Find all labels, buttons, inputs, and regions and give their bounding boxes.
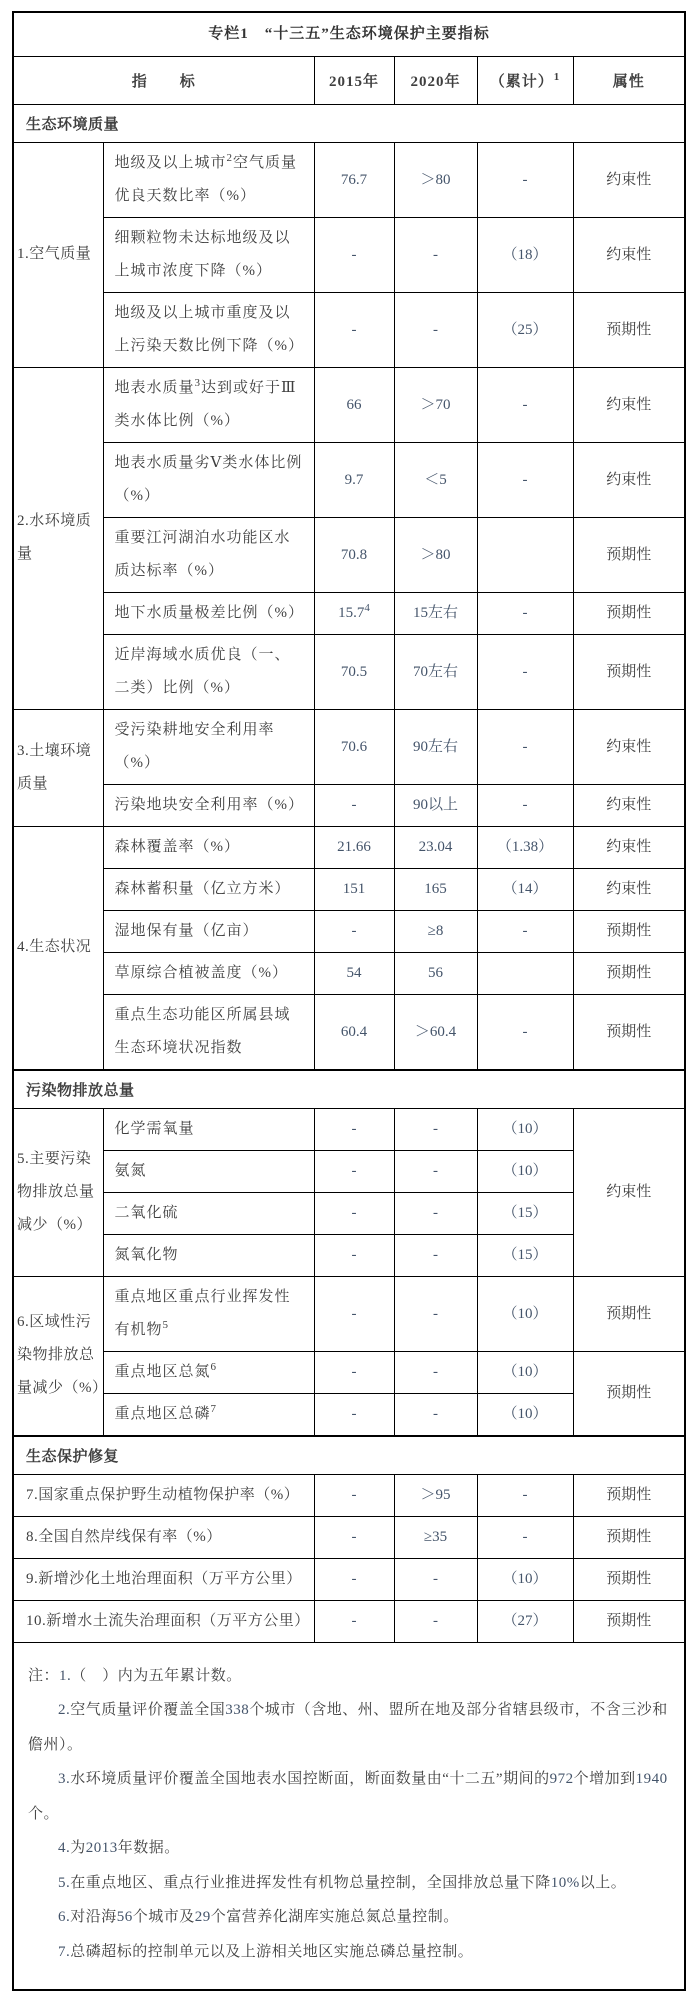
section-quality-label: 生态环境质量: [13, 104, 685, 142]
table-row: [13, 1108, 685, 1150]
value-cumulative-cell: （10）: [477, 1393, 573, 1436]
table-title: 专栏1 “十三五”生态环境保护主要指标: [13, 12, 685, 56]
indicator-cell: 8.全国自然岸线保有率（%）: [13, 1516, 314, 1558]
attribute-cell: 预期性: [573, 1276, 685, 1351]
value-2015-cell: 70.8: [314, 517, 394, 592]
table-row: [13, 592, 685, 634]
attribute-cell: 预期性: [573, 910, 685, 952]
indicator-cell: 近岸海域水质优良（一、二类）比例（%）: [103, 634, 314, 709]
note-5: 5.在重点地区、重点行业推进挥发性有机物总量控制，全国排放总量下降10%以上。: [58, 1874, 627, 1891]
indicator-cell: 地下水质量极差比例（%）: [103, 592, 314, 634]
group-soil-label: 3.土壤环境质量: [13, 709, 103, 826]
indicator-cell: 重点生态功能区所属县域生态环境状况指数: [103, 994, 314, 1070]
value-2015-cell: 151: [314, 868, 394, 910]
value-2015-cell: -: [314, 1393, 394, 1436]
footnote-sup: 6: [210, 1360, 218, 1373]
table-row: [13, 784, 685, 826]
value-2020-cell: ＞95: [394, 1474, 477, 1516]
value-2020-cell: 56: [394, 952, 477, 994]
attribute-cell: 约束性: [573, 784, 685, 826]
table-row: [13, 709, 685, 784]
attribute-cell: 约束性: [573, 868, 685, 910]
indicator-cell: 地级及以上城市重度及以上污染天数比例下降（%）: [103, 292, 314, 367]
value-cumulative-cell: （14）: [477, 868, 573, 910]
value-cumulative-cell: （15）: [477, 1192, 573, 1234]
indicator-text: 地表水质量: [114, 379, 195, 396]
attribute-cell: 预期性: [573, 292, 685, 367]
value-cumulative-cell: -: [477, 994, 573, 1070]
attribute-cell: 约束性: [573, 367, 685, 442]
indicator-cell: 森林蓄积量（亿立方米）: [103, 868, 314, 910]
value-cumulative-cell: -: [477, 1516, 573, 1558]
section-bar-emissions: [13, 1070, 685, 1109]
value-2015-cell: 76.7: [314, 142, 394, 217]
attribute-cell: 预期性: [573, 634, 685, 709]
value-cumulative-cell: -: [477, 709, 573, 784]
value-2015-cell: -: [314, 217, 394, 292]
col-header-cumulative: [477, 56, 573, 104]
indicator-cell: 化学需氧量: [103, 1108, 314, 1150]
indicator-cell: 受污染耕地安全利用率（%）: [103, 709, 314, 784]
indicator-cell: 污染地块安全利用率（%）: [103, 784, 314, 826]
indicator-cell: 草原综合植被盖度（%）: [103, 952, 314, 994]
table-row: [13, 1516, 685, 1558]
value-2015-cell: -: [314, 1474, 394, 1516]
note-1: 注：1.（ ）内为五年累计数。: [28, 1667, 242, 1684]
table-row: [13, 1351, 685, 1393]
value-2020-cell: 70左右: [394, 634, 477, 709]
attribute-cell: 预期性: [573, 592, 685, 634]
indicator-cell: 氨氮: [103, 1150, 314, 1192]
indicator-text: 重点地区重点行业挥发性有机物: [114, 1288, 291, 1338]
value-cumulative-cell: （10）: [477, 1150, 573, 1192]
value-2020-cell: -: [394, 1276, 477, 1351]
value-2015-cell: -: [314, 1276, 394, 1351]
value-2015-cell: [314, 592, 394, 634]
value-2015-cell: -: [314, 292, 394, 367]
note-4: 4.为2013年数据。: [58, 1840, 180, 1856]
indicators-table: [12, 11, 686, 1991]
value-2020-cell: -: [394, 1351, 477, 1393]
indicator-text: 达到或好于Ⅲ类水体比例（%）: [114, 379, 297, 429]
value-cumulative-cell: -: [477, 784, 573, 826]
value-2020-cell: 165: [394, 868, 477, 910]
value-2020-cell: -: [394, 1108, 477, 1150]
footnote-sup: 5: [162, 1318, 170, 1331]
table-row: [13, 367, 685, 442]
note-2: 2.空气质量评价覆盖全国338个城市（含地、州、盟所在地及部分省辖县级市，不含三沙和儋州）。: [28, 1702, 668, 1753]
col-header-attribute: 属性: [573, 56, 685, 104]
table-row: [13, 634, 685, 709]
footnote-sup: 2: [226, 151, 234, 164]
indicator-text: 地级及以上城市: [114, 154, 227, 171]
value-2020-cell: ≥8: [394, 910, 477, 952]
indicator-cell: [103, 1393, 314, 1436]
attribute-cell-merged: 预期性: [573, 1351, 685, 1436]
value-2015-cell: -: [314, 1516, 394, 1558]
value-cumulative-cell: （10）: [477, 1558, 573, 1600]
table-row: [13, 217, 685, 292]
indicator-cell: 二氧化硫: [103, 1192, 314, 1234]
footnote-sup: 7: [210, 1402, 218, 1415]
group-water-label: 2.水环境质量: [13, 367, 103, 709]
table-row: [13, 517, 685, 592]
attribute-cell: 预期性: [573, 1600, 685, 1642]
value-2015-cell: 70.5: [314, 634, 394, 709]
indicator-cell: [103, 1276, 314, 1351]
value-cumulative-cell: （18）: [477, 217, 573, 292]
title-row: [13, 12, 685, 56]
value-2015-cell: 9.7: [314, 442, 394, 517]
value-2015-cell: -: [314, 1108, 394, 1150]
value-cumulative-cell: （25）: [477, 292, 573, 367]
attribute-cell: 预期性: [573, 952, 685, 994]
section-bar-restoration: [13, 1436, 685, 1475]
value-cumulative-cell: -: [477, 910, 573, 952]
attribute-cell: 约束性: [573, 709, 685, 784]
cumulative-label: （累计）: [489, 73, 554, 90]
table-row: [13, 826, 685, 868]
col-header-indicator: 指 标: [13, 56, 314, 104]
value-2020-cell: ≥35: [394, 1516, 477, 1558]
value-cumulative-cell: -: [477, 592, 573, 634]
value-2015-cell: 21.66: [314, 826, 394, 868]
value-2020-cell: -: [394, 217, 477, 292]
indicator-cell: [103, 1351, 314, 1393]
table-row: [13, 1558, 685, 1600]
value-2015-cell: 70.6: [314, 709, 394, 784]
note-3: 3.水环境质量评价覆盖全国地表水国控断面，断面数量由“十二五”期间的972个增加到1940个。: [28, 1771, 668, 1822]
value-2015-cell: -: [314, 784, 394, 826]
indicator-cell: 10.新增水土流失治理面积（万平方公里）: [13, 1600, 314, 1642]
value-2020-cell: -: [394, 292, 477, 367]
section-restoration-label: 生态保护修复: [13, 1436, 685, 1475]
indicator-cell: 细颗粒物未达标地级及以上城市浓度下降（%）: [103, 217, 314, 292]
table-row: [13, 142, 685, 217]
indicator-cell: 地表水质量劣Ⅴ类水体比例（%）: [103, 442, 314, 517]
attribute-cell: 约束性: [573, 142, 685, 217]
value-2020-cell: ＞60.4: [394, 994, 477, 1070]
value-2020-cell: ＞70: [394, 367, 477, 442]
table-row: [13, 910, 685, 952]
col-header-2015: 2015年: [314, 56, 394, 104]
value-2015-cell: -: [314, 1351, 394, 1393]
attribute-cell: 预期性: [573, 1516, 685, 1558]
notes-row: [13, 1642, 685, 1990]
footnote-sup: 4: [364, 602, 370, 614]
indicator-cell: 湿地保有量（亿亩）: [103, 910, 314, 952]
value-cumulative-cell: （1.38）: [477, 826, 573, 868]
table-row: [13, 292, 685, 367]
section-emissions-label: 污染物排放总量: [13, 1070, 685, 1109]
indicator-cell: 森林覆盖率（%）: [103, 826, 314, 868]
attribute-cell-merged: 约束性: [573, 1108, 685, 1276]
value-2020-cell: ＜5: [394, 442, 477, 517]
value-cumulative-cell: （10）: [477, 1351, 573, 1393]
note-6: 6.对沿海56个城市及29个富营养化湖库实施总氮总量控制。: [58, 1909, 459, 1925]
value-cumulative-cell: [477, 952, 573, 994]
indicator-text: 重点地区总磷: [114, 1405, 211, 1422]
value-2015-cell: -: [314, 1192, 394, 1234]
indicator-cell: 重要江河湖泊水功能区水质达标率（%）: [103, 517, 314, 592]
attribute-cell: 预期性: [573, 517, 685, 592]
value-2020-cell: 23.04: [394, 826, 477, 868]
indicator-cell: 7.国家重点保护野生动植物保护率（%）: [13, 1474, 314, 1516]
value-cumulative-cell: -: [477, 142, 573, 217]
indicator-cell: [103, 367, 314, 442]
indicator-cell: [103, 142, 314, 217]
value-2015-cell: -: [314, 1234, 394, 1276]
value-2020-cell: -: [394, 1393, 477, 1436]
value-2020-cell: -: [394, 1558, 477, 1600]
value-cumulative-cell: （10）: [477, 1276, 573, 1351]
value-cumulative-cell: （10）: [477, 1108, 573, 1150]
attribute-cell: 约束性: [573, 217, 685, 292]
attribute-cell: 预期性: [573, 1558, 685, 1600]
value-cumulative-cell: （15）: [477, 1234, 573, 1276]
table-row: [13, 442, 685, 517]
header-row: [13, 56, 685, 104]
footnote-sup: 1: [553, 70, 561, 83]
value-2020-cell: ＞80: [394, 517, 477, 592]
table-row: [13, 1276, 685, 1351]
group-major-pollutants-label: 5.主要污染物排放总量减少（%）: [13, 1108, 103, 1276]
value-cumulative-cell: -: [477, 1474, 573, 1516]
value-2020-cell: ＞80: [394, 142, 477, 217]
table-row: [13, 952, 685, 994]
value-2015-cell: -: [314, 1558, 394, 1600]
table-row: [13, 868, 685, 910]
value-2015-cell: -: [314, 910, 394, 952]
indicator-cell: 氮氧化物: [103, 1234, 314, 1276]
attribute-cell: 预期性: [573, 1474, 685, 1516]
value-cumulative-cell: -: [477, 442, 573, 517]
value-2020-cell: 90左右: [394, 709, 477, 784]
attribute-cell: 预期性: [573, 994, 685, 1070]
attribute-cell: 约束性: [573, 442, 685, 517]
value-2020-cell: -: [394, 1192, 477, 1234]
indicator-cell: 9.新增沙化土地治理面积（万平方公里）: [13, 1558, 314, 1600]
value-2020-cell: 15左右: [394, 592, 477, 634]
indicator-text: 重点地区总氮: [114, 1363, 211, 1380]
value-2015-cell: 60.4: [314, 994, 394, 1070]
group-eco-label: 4.生态状况: [13, 826, 103, 1070]
value-2020-cell: 90以上: [394, 784, 477, 826]
value-2020-cell: -: [394, 1600, 477, 1642]
value-2015-cell: 66: [314, 367, 394, 442]
value-cumulative-cell: -: [477, 634, 573, 709]
table-row: [13, 1474, 685, 1516]
value-2015-cell: -: [314, 1600, 394, 1642]
value-text: 15.7: [338, 605, 365, 621]
value-cumulative-cell: -: [477, 367, 573, 442]
table-row: [13, 994, 685, 1070]
value-cumulative-cell: （27）: [477, 1600, 573, 1642]
value-2020-cell: -: [394, 1234, 477, 1276]
value-2015-cell: -: [314, 1150, 394, 1192]
table-row: [13, 1600, 685, 1642]
note-7: 7.总磷超标的控制单元以及上游相关地区实施总磷总量控制。: [58, 1943, 474, 1960]
notes-block: [13, 1642, 685, 1990]
group-regional-pollutants-label: 6.区域性污染物排放总量减少（%）: [13, 1276, 103, 1436]
group-air-label: 1.空气质量: [13, 142, 103, 367]
value-2020-cell: -: [394, 1150, 477, 1192]
value-cumulative-cell: [477, 517, 573, 592]
value-2015-cell: 54: [314, 952, 394, 994]
footnote-sup: 3: [194, 376, 202, 389]
section-bar-quality: [13, 104, 685, 142]
attribute-cell: 约束性: [573, 826, 685, 868]
indicator-text: 空气质量优良天数比率（%）: [114, 154, 298, 204]
col-header-2020: 2020年: [394, 56, 477, 104]
